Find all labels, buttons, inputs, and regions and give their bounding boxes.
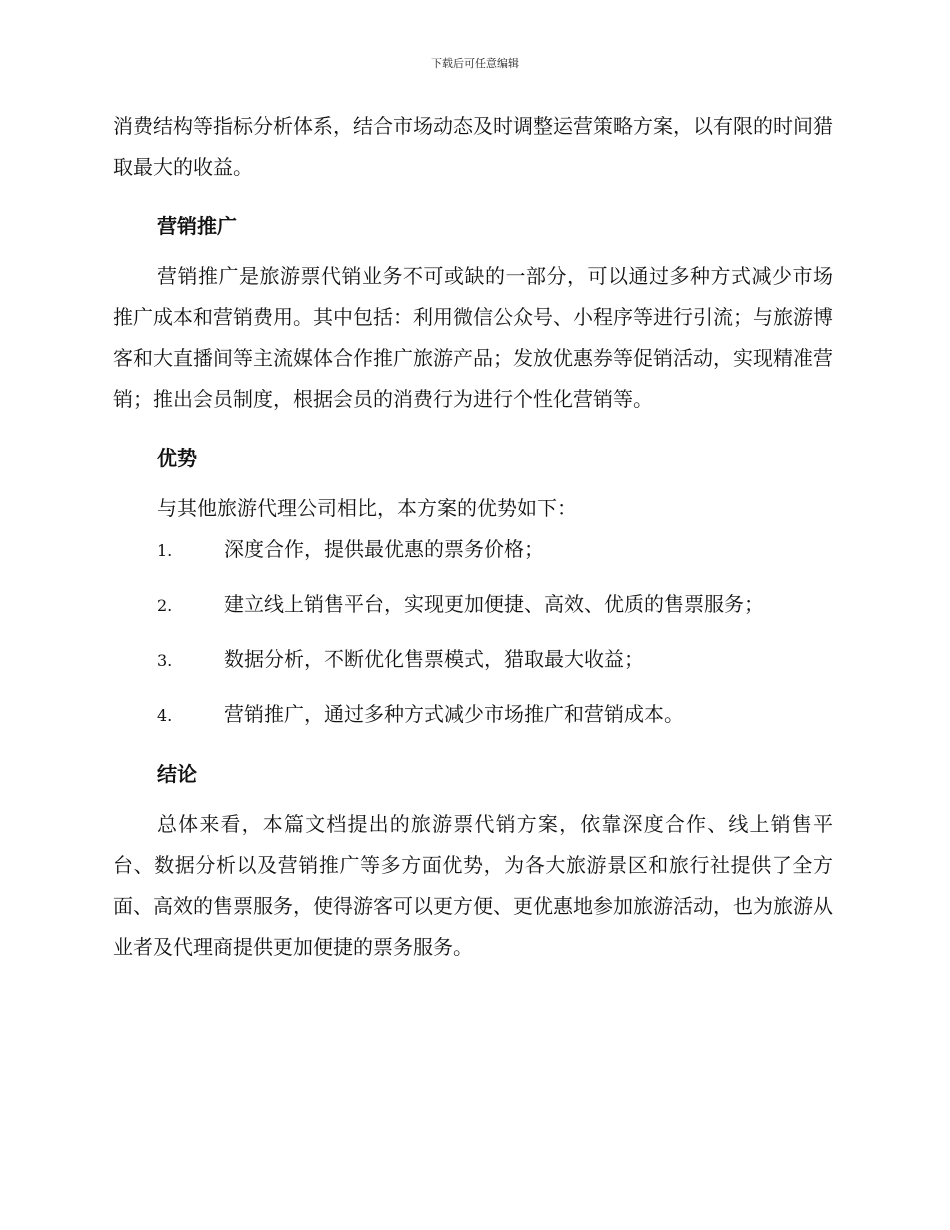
list-number: 3. xyxy=(157,651,173,670)
list-number: 2. xyxy=(157,596,173,615)
list-item xyxy=(113,529,833,571)
list-number: 1. xyxy=(157,541,173,560)
list-text: 建立线上销售平台，实现更加便捷、高效、优质的售票服务； xyxy=(224,592,764,616)
list-text: 深度合作，提供最优惠的票务价格； xyxy=(224,537,544,561)
list-item xyxy=(113,584,833,626)
list-item xyxy=(113,694,833,736)
intro-paragraph: 消费结构等指标分析体系，结合市场动态及时调整运营策略方案，以有限的时间猎取最大的收益。 xyxy=(113,114,833,179)
list-number: 4. xyxy=(157,706,173,725)
heading-advantages: 优势 xyxy=(157,446,197,470)
conclusion-paragraph: 总体来看，本篇文档提出的旅游票代销方案，依靠深度合作、线上销售平台、数据分析以及营销推广等多方面优势，为各大旅游景区和旅行社提供了全方面、高效的售票服务，使得游客可以更方便、更优惠地参加旅游活动，也为旅游从业者及代理商提供更加便捷的票务服务。 xyxy=(113,812,833,959)
document-body xyxy=(113,106,833,968)
list-item xyxy=(113,639,833,681)
advantages-list xyxy=(113,529,833,736)
marketing-paragraph: 营销推广是旅游票代销业务不可或缺的一部分，可以通过多种方式减少市场推广成本和营销费用。其中包括：利用微信公众号、小程序等进行引流；与旅游博客和大直播间等主流媒体合作推广旅游产品；发放优惠券等促销活动，实现精准营销；推出会员制度，根据会员的消费行为进行个性化营销等。 xyxy=(113,264,833,411)
list-text: 营销推广，通过多种方式减少市场推广和营销成本。 xyxy=(224,702,684,726)
page-header: 下载后可任意编辑 xyxy=(431,57,519,70)
heading-marketing: 营销推广 xyxy=(157,214,237,238)
heading-conclusion: 结论 xyxy=(157,762,197,786)
advantages-lead: 与其他旅游代理公司相比，本方案的优势如下： xyxy=(157,496,577,520)
list-text: 数据分析，不断优化售票模式，猎取最大收益； xyxy=(224,647,644,671)
